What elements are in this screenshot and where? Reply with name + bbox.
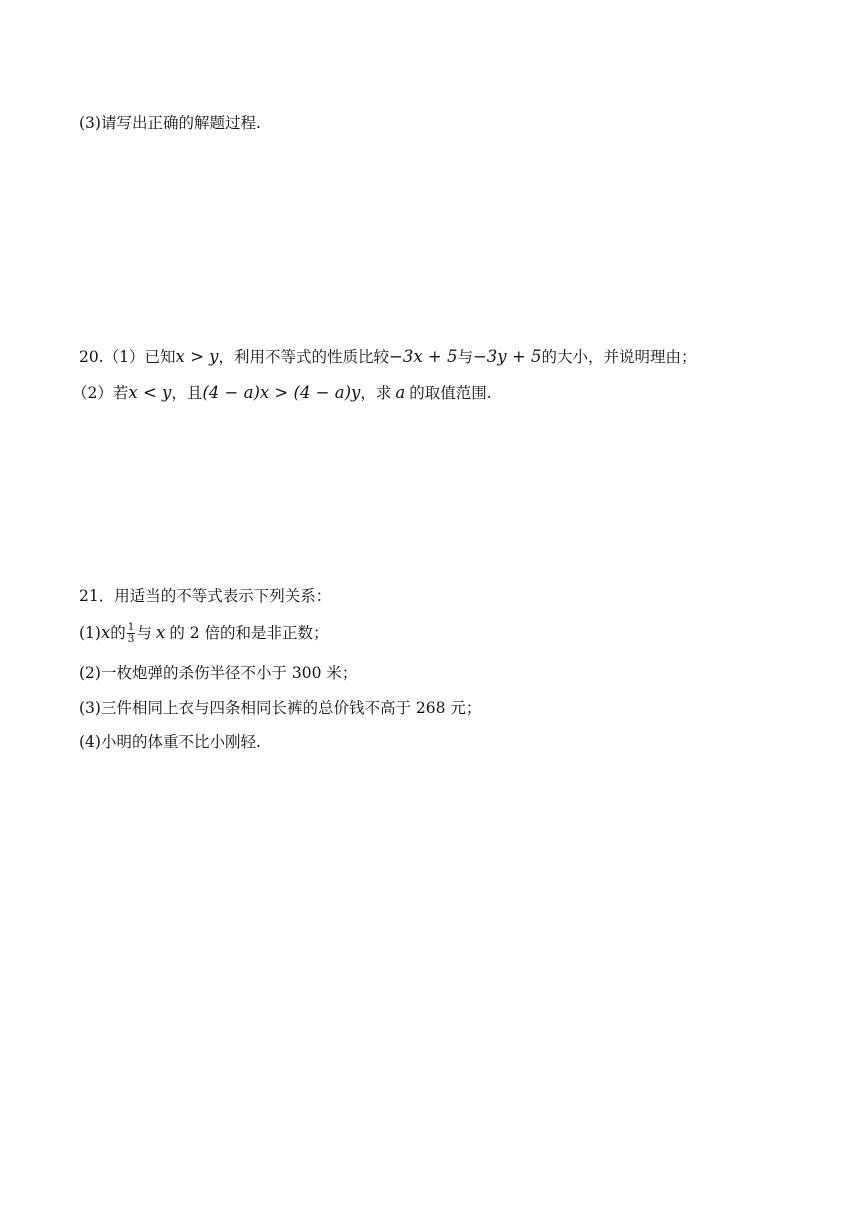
q20-part1-label: （1） [103, 348, 145, 366]
q20-part2-text-d: 的取值范围. [409, 384, 492, 402]
q20-part2-math-b: (4 − a)x > (4 − a)y [202, 383, 361, 402]
q21-item3: (3)三件相同上衣与四条相同长裤的总价钱不高于 268 元； [79, 699, 482, 717]
q20-part1-text-b: ，利用不等式的性质比较 [218, 348, 390, 366]
q21-item1-text-c: 的 2 倍的和是非正数； [169, 624, 329, 642]
q20-part2-text-c: ，求 [360, 384, 392, 402]
q21-item2: (2)一枚炮弹的杀伤半径不小于 300 米； [79, 664, 358, 682]
q20-part1-text-d: 的大小，并说明理由； [541, 348, 697, 366]
q20-number: 20. [79, 348, 104, 366]
q20-part2-label: （2） [72, 384, 113, 402]
fraction-one-third [127, 622, 136, 645]
q21-item1 [79, 622, 329, 646]
q20-part2-math-a: x < y [128, 383, 172, 402]
q20-part2-text-b: ，且 [171, 384, 203, 402]
q19-part3: (3)请写出正确的解题过程. [79, 114, 261, 132]
q20-part2-var: a [395, 383, 406, 402]
q21-item4: (4)小明的体重不比小刚轻. [79, 733, 261, 751]
q20-part2-text-a: 若 [112, 384, 129, 402]
fraction-numerator: 1 [127, 620, 135, 633]
q21-item1-text-b: 与 [136, 624, 152, 642]
q20-part1-text-c: 与 [457, 348, 473, 366]
q20-part1-text-a: 已知 [144, 348, 176, 366]
q21-stem: 21．用适当的不等式表示下列关系： [79, 587, 332, 605]
q20-part1-math-a: x > y [175, 347, 219, 366]
q21-item1-var-a: x [100, 623, 111, 642]
q20-part1-math-b: −3x + 5 [389, 347, 458, 366]
q20-part1-math-c: −3y + 5 [472, 347, 542, 366]
q21-item1-text-a: 的 [110, 624, 126, 642]
q20-part2 [72, 382, 492, 404]
q21-item1-var-b: x [156, 623, 166, 642]
fraction-denominator: 3 [127, 632, 135, 645]
q21-item1-label: (1) [79, 624, 101, 642]
q20-part1 [79, 346, 696, 368]
